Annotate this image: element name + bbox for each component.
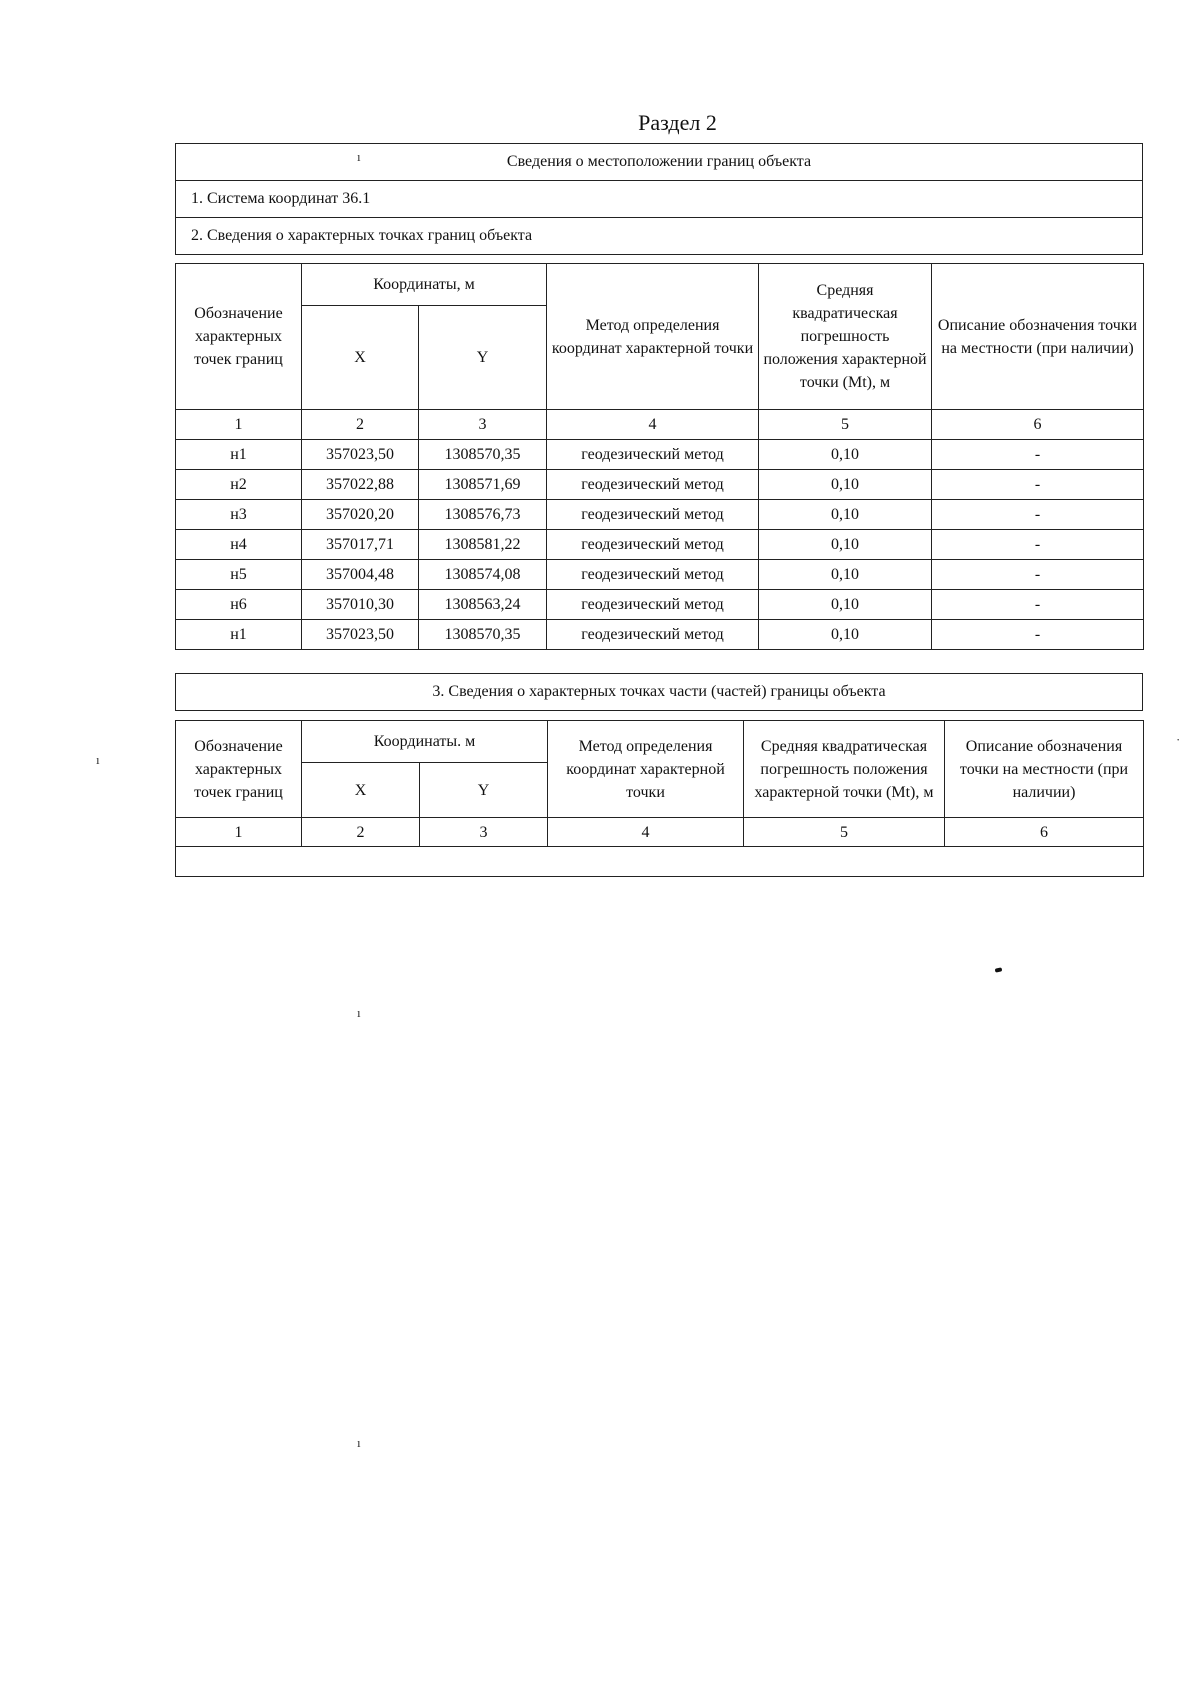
point-description: - [932,590,1144,620]
point-x: 357017,71 [302,530,419,560]
column-number: 6 [945,818,1144,847]
point-name: н1 [176,620,302,650]
column-number: 5 [744,818,945,847]
column-number: 2 [302,410,419,440]
point-description: - [932,470,1144,500]
scan-mark: ı [357,1435,361,1450]
column-number: 2 [302,818,420,847]
point-name: н6 [176,590,302,620]
point-name: н1 [176,440,302,470]
point-y: 1308581,22 [419,530,547,560]
column-number: 3 [419,410,547,440]
header-designation: Обозначение характерных точек границ [176,264,302,410]
table-row [176,590,1144,620]
location-info-title: Сведения о местоположении границ объекта [506,153,812,170]
column-number: 4 [548,818,744,847]
part-points-title: 3. Сведения о характерных точках части (частей) границы объекта [432,683,886,700]
points-title-box [175,217,1143,255]
column-number-row [176,818,1144,847]
table-row [176,500,1144,530]
column-number: 4 [547,410,759,440]
coord-system-label: 1. Система координат 36.1 [191,190,371,207]
header-description: Описание обозначения точки на местности (при наличии) [932,264,1144,410]
column-number-row [176,410,1144,440]
point-x: 357023,50 [302,440,419,470]
part-boundary-points-table [175,720,1144,877]
point-method: геодезический метод [547,590,759,620]
point-x: 357010,30 [302,590,419,620]
scan-dot [995,967,1003,972]
point-description: - [932,620,1144,650]
header-method: Метод определения координат характерной точки [548,721,744,818]
column-number: 5 [759,410,932,440]
header-error: Средняя квадратическая погрешность положения характерной точки (Mt), м [759,264,932,410]
point-name: н2 [176,470,302,500]
point-name: н5 [176,560,302,590]
point-error: 0,10 [759,440,932,470]
point-description: - [932,530,1144,560]
point-description: - [932,500,1144,530]
point-x: 357022,88 [302,470,419,500]
point-y: 1308570,35 [419,620,547,650]
scan-mark: · [1176,732,1181,747]
point-error: 0,10 [759,620,932,650]
header-designation: Обозначение характерных точек границ [176,721,302,818]
point-error: 0,10 [759,500,932,530]
scan-mark: ı [357,149,361,164]
table-row [176,440,1144,470]
column-number: 6 [932,410,1144,440]
point-error: 0,10 [759,530,932,560]
point-error: 0,10 [759,560,932,590]
empty-row [176,847,1144,877]
table-row [176,620,1144,650]
point-name: н3 [176,500,302,530]
point-y: 1308576,73 [419,500,547,530]
table-row [176,560,1144,590]
header-description: Описание обозначения точки на местности (при наличии) [945,721,1144,818]
table-row [176,530,1144,560]
point-x: 357020,20 [302,500,419,530]
column-number: 3 [420,818,548,847]
header-x: X [302,763,420,818]
point-y: 1308570,35 [419,440,547,470]
header-y: Y [419,306,547,410]
points-title: 2. Сведения о характерных точках границ объекта [191,227,533,244]
point-description: - [932,440,1144,470]
scan-mark: ı [357,1005,361,1020]
column-number: 1 [176,818,302,847]
point-y: 1308574,08 [419,560,547,590]
point-error: 0,10 [759,470,932,500]
scan-mark: ı [96,752,100,767]
column-number: 1 [176,410,302,440]
point-y: 1308571,69 [419,470,547,500]
header-coordinates: Координаты. м [302,721,548,763]
point-method: геодезический метод [547,620,759,650]
header-method: Метод определения координат характерной точки [547,264,759,410]
location-info-title-box [175,143,1143,181]
header-y: Y [420,763,548,818]
header-coordinates: Координаты, м [302,264,547,306]
header-error: Средняя квадратическая погрешность положения характерной точки (Mt), м [744,721,945,818]
point-method: геодезический метод [547,440,759,470]
table-row [176,470,1144,500]
point-error: 0,10 [759,590,932,620]
header-x: X [302,306,419,410]
point-method: геодезический метод [547,500,759,530]
point-method: геодезический метод [547,530,759,560]
section-title: Раздел 2 [638,110,717,135]
point-x: 357023,50 [302,620,419,650]
point-name: н4 [176,530,302,560]
point-method: геодезический метод [547,470,759,500]
table-header-row [176,264,1144,306]
point-x: 357004,48 [302,560,419,590]
part-points-title-box [175,673,1143,711]
boundary-points-table [175,263,1144,650]
table-header-row [176,721,1144,763]
point-y: 1308563,24 [419,590,547,620]
empty-cell [176,847,1144,877]
point-method: геодезический метод [547,560,759,590]
coord-system-box [175,180,1143,218]
point-description: - [932,560,1144,590]
